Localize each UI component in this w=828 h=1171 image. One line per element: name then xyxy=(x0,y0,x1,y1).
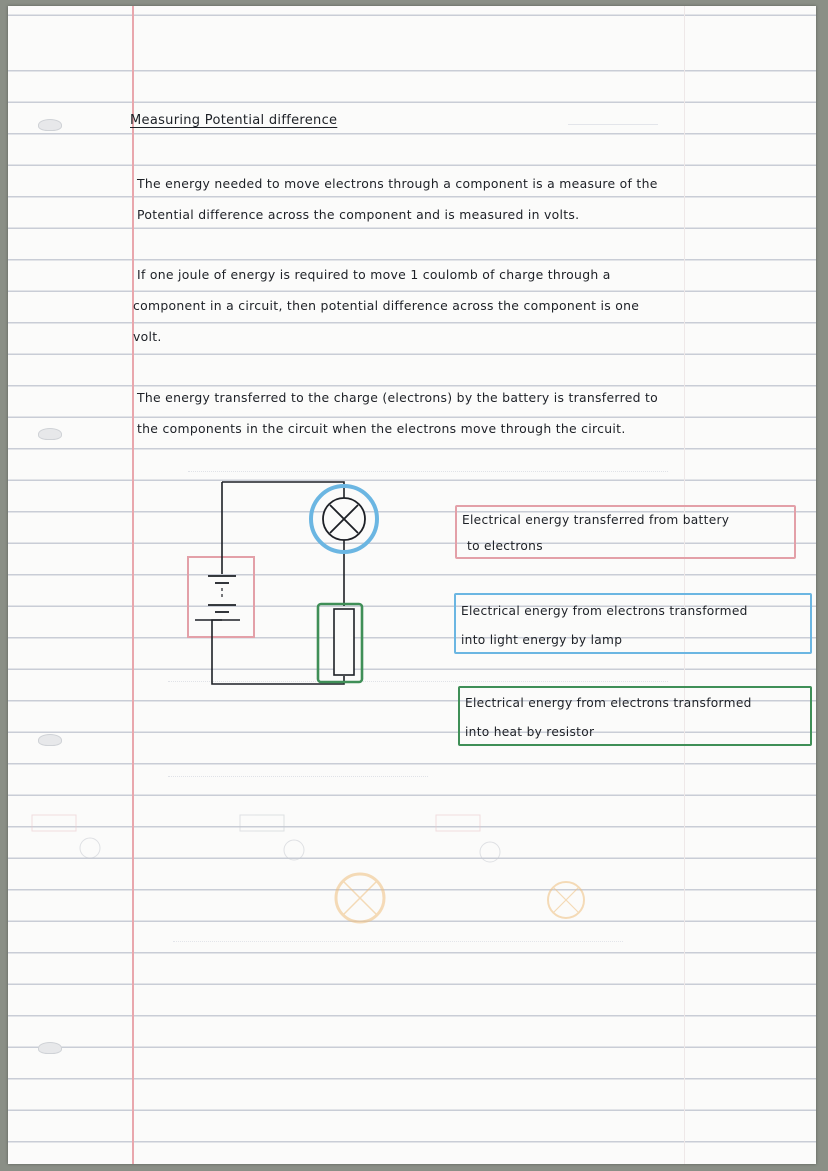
page-title: Measuring Potential difference xyxy=(130,113,338,128)
show-through-symbols xyxy=(32,815,584,922)
lamp-symbol-icon xyxy=(323,498,365,540)
paragraph-line: component in a circuit, then potential difference across the component is one xyxy=(133,298,640,313)
annotation-line: Electrical energy transferred from battery xyxy=(462,513,730,527)
lamp-annotation-box xyxy=(454,593,812,654)
wire-bottom xyxy=(212,620,344,684)
battery-annotation-box xyxy=(455,505,796,559)
paragraph-line: Potential difference across the component and is measured in volts. xyxy=(137,207,580,222)
resistor-annotation-box xyxy=(458,686,812,746)
battery-symbol-icon xyxy=(195,576,240,620)
paragraph-line: If one joule of energy is required to move 1 coulomb of charge through a xyxy=(137,267,611,282)
annotation-line: into light energy by lamp xyxy=(461,633,623,647)
paragraph-line: The energy transferred to the charge (electrons) by the battery is transferred to xyxy=(137,390,659,405)
paragraph-line: the components in the circuit when the electrons move through the circuit. xyxy=(137,421,626,436)
resistor-symbol-icon xyxy=(334,609,354,675)
battery-highlight xyxy=(188,557,254,637)
annotation-line: Electrical energy from electrons transformed xyxy=(465,696,752,710)
annotation-line: Electrical energy from electrons transformed xyxy=(461,604,748,618)
paragraph-line: The energy needed to move electrons through a component is a measure of the xyxy=(137,176,658,191)
paragraph-line: volt. xyxy=(133,329,162,344)
annotation-line: to electrons xyxy=(467,539,543,553)
annotation-line: into heat by resistor xyxy=(465,725,595,739)
